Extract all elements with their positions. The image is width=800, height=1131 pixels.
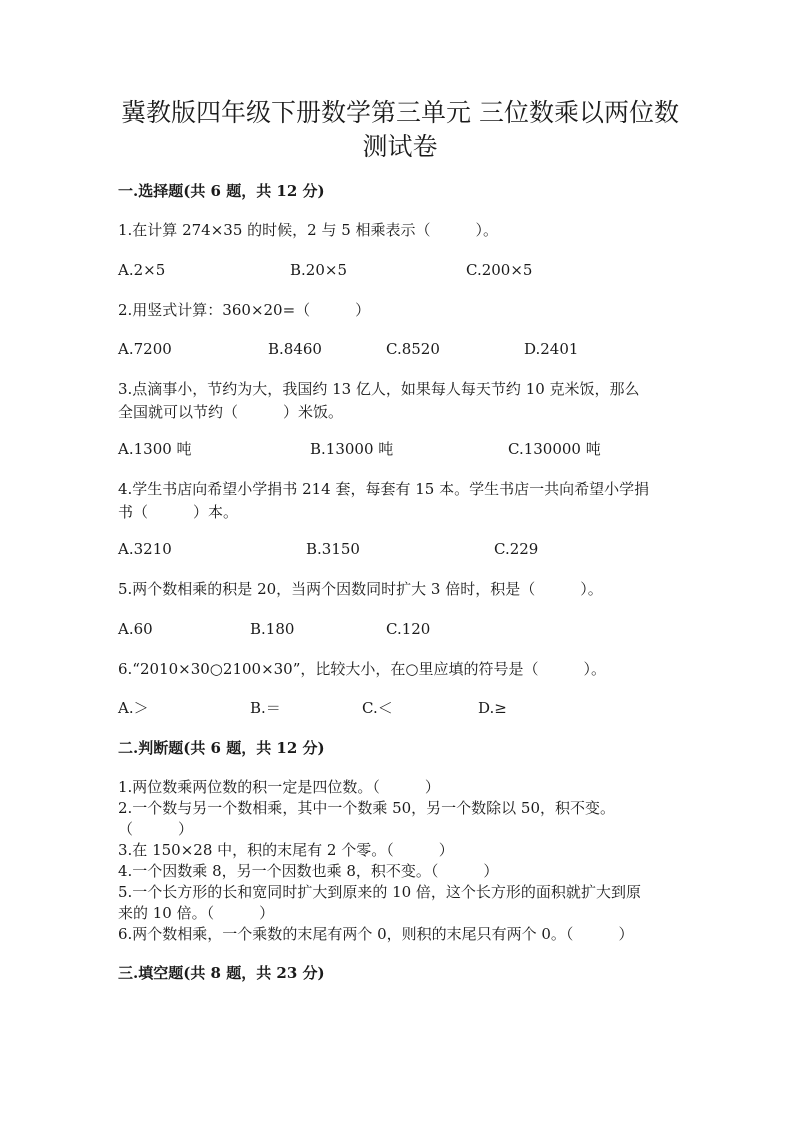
choice-q4-option-c: C.229: [494, 540, 539, 558]
choice-q3-option-a: A.1300 吨: [118, 440, 192, 458]
choice-q2-option-a: A.7200: [118, 340, 172, 358]
judge-q5-text-line2: 来的 10 倍。（ ）: [118, 904, 275, 922]
choice-q2-option-b: B.8460: [268, 340, 322, 358]
choice-q4-text-line2: 书（ ）本。: [118, 503, 239, 521]
section-choice-heading: 一.选择题(共 6 题，共 12 分): [118, 182, 325, 200]
section-fill-heading: 三.填空题(共 8 题，共 23 分): [118, 964, 325, 982]
choice-q2-option-d: D.2401: [524, 340, 579, 358]
judge-q2-text-line2: （ ）: [118, 820, 194, 838]
judge-q6-text: 6.两个数相乘，一个乘数的末尾有两个 0，则积的末尾只有两个 0。（ ）: [118, 925, 634, 943]
judge-q1-text: 1.两位数乘两位数的积一定是四位数。（ ）: [118, 778, 440, 796]
choice-q6-option-d: D.≥: [478, 699, 507, 717]
judge-q5-text-line1: 5.一个长方形的长和宽同时扩大到原来的 10 倍，这个长方形的面积就扩大到原: [118, 883, 641, 901]
choice-q3-text-line2: 全国就可以节约（ ）米饭。: [118, 403, 344, 421]
section-judge-heading: 二.判断题(共 6 题，共 12 分): [118, 739, 325, 757]
judge-q3-text: 3.在 150×28 中，积的末尾有 2 个零。（ ）: [118, 841, 454, 859]
choice-q5-option-c: C.120: [386, 620, 431, 638]
choice-q1-option-c: C.200×5: [466, 261, 533, 279]
choice-q3-text-line1: 3.点滴事小，节约为大，我国约 13 亿人，如果每人每天节约 10 克米饭，那么: [118, 380, 640, 398]
page-title-line2: 测试卷: [362, 132, 438, 161]
choice-q5-option-b: B.180: [250, 620, 295, 638]
choice-q3-option-c: C.130000 吨: [508, 440, 601, 458]
choice-q1-option-b: B.20×5: [290, 261, 347, 279]
choice-q6-text: 6.“2010×30○2100×30”，比较大小，在○里应填的符号是（ ）。: [118, 660, 606, 678]
choice-q6-option-b: B.＝: [250, 699, 281, 717]
choice-q2-option-c: C.8520: [386, 340, 440, 358]
choice-q4-option-a: A.3210: [118, 540, 172, 558]
choice-q5-option-a: A.60: [118, 620, 153, 638]
choice-q4-option-b: B.3150: [306, 540, 360, 558]
choice-q6-option-a: A.＞: [118, 699, 149, 717]
judge-q2-text-line1: 2.一个数与另一个数相乘，其中一个数乘 50，另一个数除以 50，积不变。: [118, 799, 616, 817]
choice-q3-option-b: B.13000 吨: [310, 440, 394, 458]
choice-q1-option-a: A.2×5: [118, 261, 166, 279]
choice-q5-text: 5.两个数相乘的积是 20，当两个因数同时扩大 3 倍时，积是（ ）。: [118, 580, 603, 598]
page-title-line1: 冀教版四年级下册数学第三单元 三位数乘以两位数: [121, 98, 679, 127]
choice-q1-text: 1.在计算 274×35 的时候，2 与 5 相乘表示（ ）。: [118, 221, 499, 239]
judge-q4-text: 4.一个因数乘 8，另一个因数也乘 8，积不变。（ ）: [118, 862, 499, 880]
choice-q2-text: 2.用竖式计算：360×20=（ ）: [118, 301, 371, 319]
choice-q4-text-line1: 4.学生书店向希望小学捐书 214 套，每套有 15 本。学生书店一共向希望小学捐: [118, 480, 650, 498]
choice-q6-option-c: C.＜: [362, 699, 393, 717]
